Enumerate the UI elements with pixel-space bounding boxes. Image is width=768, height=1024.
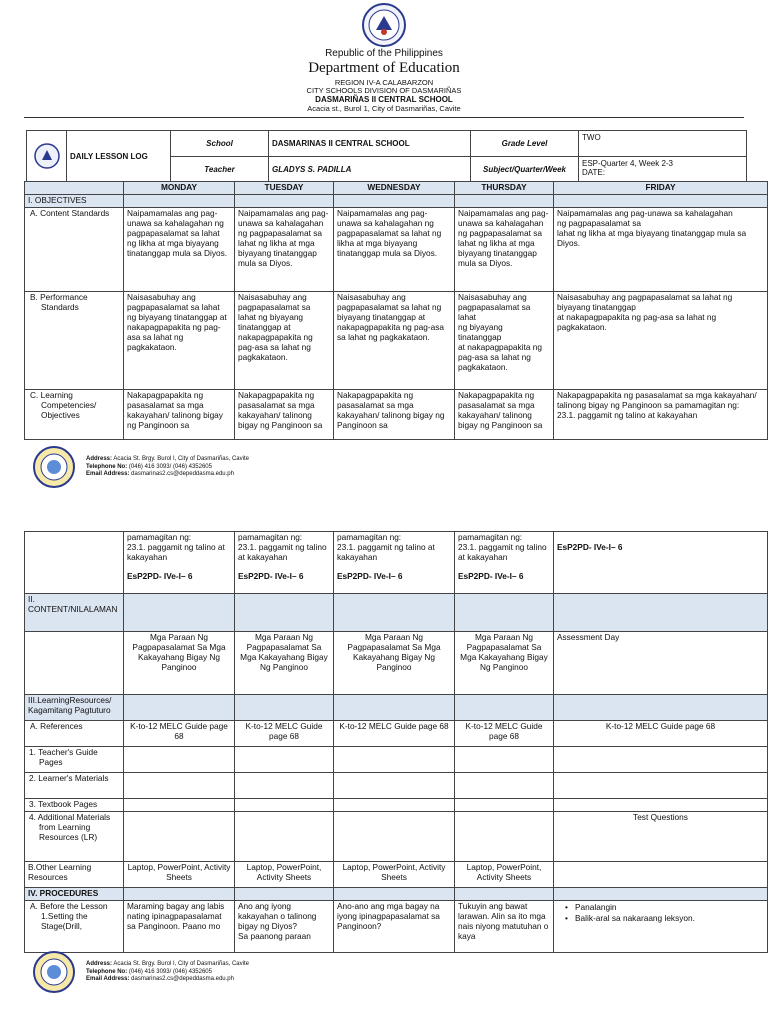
competency-wednesday: Nakapagpapakita ng pasasalamat sa mga kakayahan/ talinong bigay ng Panginoon sa <box>334 390 455 440</box>
content-section-label: II. CONTENT/NILALAMAN <box>25 594 124 632</box>
test-questions-friday: Test Questions <box>554 812 768 862</box>
melc-monday: K-to-12 MELC Guide page 68 <box>124 721 235 747</box>
table-row <box>25 721 768 747</box>
school-seal-icon <box>32 951 76 993</box>
learners-materials-label: 2. Learner's Materials <box>25 773 124 799</box>
table-row <box>25 594 768 632</box>
republic-text: Republic of the Philippines <box>325 48 443 59</box>
table-row <box>25 632 768 695</box>
before-tuesday: Ano ang iyong kakayahan o talinong bigay ng Diyos? Sa paanong paraan <box>235 901 334 953</box>
school-value: DASMARINAS II CENTRAL SCHOOL <box>269 131 471 157</box>
competency-thursday: Nakapagpapakita ng pasasalamat sa mga kakayahan/ talinong bigay ng Panginoon sa <box>455 390 554 440</box>
department-title: Department of Education <box>308 60 460 76</box>
school-address: Acacia st., Burol 1, City of Dasmariñas, Cavite <box>307 104 461 113</box>
table-row <box>25 888 768 901</box>
topic-monday: Mga Paraan Ng Pagpapasalamat Sa Mga Kakayahang Bigay Ng Panginoo <box>124 632 235 695</box>
objectives-label: I. OBJECTIVES <box>25 195 124 208</box>
page-footer <box>32 446 432 488</box>
school-label: School <box>171 131 269 157</box>
subject-value: ESP-Quarter 4, Week 2-3 <box>582 159 673 168</box>
performance-friday: Naisasabuhay ang pagpapasalamat sa lahat ng biyayang tinatanggap at nakapagpapakita ng pag-asa sa lahat ng pagkakataon. <box>554 292 768 390</box>
continued-wednesday: pamamagitan ng: 23.1. paggamit ng talino at kakayahan EsP2PD- IVe-I– 6 <box>334 532 455 594</box>
footer-email: dasmarinas2.cs@depeddasma.edu.ph <box>131 976 234 982</box>
subject-label: Subject/Quarter/Week <box>471 157 579 183</box>
competency-monday: Nakapagpapakita ng pasasalamat sa mga kakayahan/ talinong bigay ng Panginoon sa <box>124 390 235 440</box>
table-row <box>25 532 768 594</box>
content-standards-label: A. Content Standards <box>25 208 124 292</box>
performance-tuesday: Naisasabuhay ang pagpapasalamat sa lahat ng biyayang tinatanggap at nakapagpapakita ng pag-asa sa lahat ng pagkakataon. <box>235 292 334 390</box>
content-standard-wednesday: Naipamamalas ang pag-unawa sa kahalagahan ng pagpapasalamat sa lahat ng likha at mga biyayang tinatanggap mula sa Diyos. <box>334 208 455 292</box>
melc-tuesday: K-to-12 MELC Guide page 68 <box>235 721 334 747</box>
laptop-monday: Laptop, PowerPoint, Activity Sheets <box>124 862 235 888</box>
performance-thursday: Naisasabuhay ang pagpapasalamat sa lahat ng biyayang tinatanggap at nakapagpapakita ng pag-asa sa lahat ng pagkakataon. <box>455 292 554 390</box>
content-standard-monday: Naipamamalas ang pag-unawa sa kahalagahan ng pagpapasalamat sa lahat ng likha at mga biyayang tinatanggap mula sa Diyos. <box>124 208 235 292</box>
before-friday <box>554 901 768 953</box>
dll-table-page-2 <box>24 531 768 953</box>
day-header-tuesday: TUESDAY <box>235 182 334 195</box>
competencies-label: C. Learning Competencies/ Objectives <box>25 390 124 440</box>
references-label: A. References <box>25 721 124 747</box>
deped-seal-icon <box>356 2 412 48</box>
melc-wednesday: K-to-12 MELC Guide page 68 <box>334 721 455 747</box>
table-row <box>25 390 768 440</box>
footer-address: Acacia St. Brgy. Burol I, City of Dasmariñas, Cavite <box>113 456 249 462</box>
date-label: DATE: <box>582 168 605 177</box>
other-resources-label: B.Other Learning Resources <box>25 862 124 888</box>
footer-phone: (046) 416 3093/ (046) 4352605 <box>128 968 212 975</box>
laptop-tuesday: Laptop, PowerPoint, Activity Sheets <box>235 862 334 888</box>
dll-title: DAILY LESSON LOG <box>67 131 171 183</box>
before-wednesday: Ano-ano ang mga bagay na iyong ipinagpapasalamat sa Panginoon? <box>334 901 455 953</box>
table-row <box>25 812 768 862</box>
table-row <box>25 901 768 953</box>
grade-value: TWO <box>579 131 747 157</box>
deped-logo-icon <box>32 143 62 169</box>
content-standard-thursday: Naipamamalas ang pag-unawa sa kahalagahan ng pagpapasalamat sa lahat ng likha at mga biyayang tinatanggap mula sa Diyos. <box>455 208 554 292</box>
teacher-label: Teacher <box>171 157 269 183</box>
table-row <box>25 773 768 799</box>
footer-email: dasmarinas2.cs@depeddasma.edu.ph <box>131 471 234 477</box>
school-seal-icon <box>32 446 76 488</box>
table-row <box>25 799 768 812</box>
performance-wednesday: Naisasabuhay ang pagpapasalamat sa lahat ng biyayang tinatanggap at nakapagpapakita ng pag-asa sa lahat ng pagkakataon. <box>334 292 455 390</box>
school-logo-cell <box>27 131 67 183</box>
list-item: • Balik-aral sa nakaraang leksyon. <box>563 914 764 924</box>
before-monday: Maraming bagay ang labis nating ipinagpapasalamat sa Panginoon. Paano mo <box>124 901 235 953</box>
performance-standards-label: B. Performance Standards <box>25 292 124 390</box>
laptop-wednesday: Laptop, PowerPoint, Activity Sheets <box>334 862 455 888</box>
continued-tuesday: pamamagitan ng: 23.1. paggamit ng talino at kakayahan EsP2PD- IVe-I– 6 <box>235 532 334 594</box>
topic-thursday: Mga Paraan Ng Pagpapasalamat Sa Mga Kakayahang Bigay Ng Panginoo <box>455 632 554 695</box>
day-header-thursday: THURSDAY <box>455 182 554 195</box>
footer-contact: Address: Acacia St. Brgy. Burol I, City of Dasmariñas, Cavite Telephone No: (046) 416 3093/ (046) 4352605 Email Address: dasmarinas2.cs@depeddasma.edu.ph <box>86 456 249 477</box>
melc-thursday: K-to-12 MELC Guide page 68 <box>455 721 554 747</box>
school-name: DASMARIÑAS II CENTRAL SCHOOL <box>315 95 453 104</box>
region-text: REGION IV-A CALABARZON <box>334 78 434 87</box>
procedures-label: IV. PROCEDURES <box>25 888 124 901</box>
lesson-info-table <box>26 130 747 183</box>
code-tuesday: EsP2PD- IVe-I– 6 <box>238 570 304 581</box>
textbook-pages-label: 3. Textbook Pages <box>25 799 124 812</box>
footer-contact: Address: Acacia St. Brgy. Burol I, City of Dasmariñas, Cavite Telephone No: (046) 416 3093/ (046) 4352605 Email Address: dasmarinas2.cs@depeddasma.edu.ph <box>86 961 249 982</box>
code-thursday: EsP2PD- IVe-I– 6 <box>458 570 524 581</box>
corner-cell <box>25 182 124 195</box>
melc-friday: K-to-12 MELC Guide page 68 <box>554 721 768 747</box>
topic-wednesday: Mga Paraan Ng Pagpapasalamat Sa Mga Kakayahang Bigay Ng Panginoo <box>334 632 455 695</box>
page-footer <box>32 951 432 993</box>
header-divider <box>24 117 744 118</box>
division-text: CITY SCHOOLS DIVISION OF DASMARIÑAS <box>306 86 462 95</box>
laptop-thursday: Laptop, PowerPoint, Activity Sheets <box>455 862 554 888</box>
list-item: • Panalangin <box>563 903 764 913</box>
grade-label: Grade Level <box>471 131 579 157</box>
continued-thursday: pamamagitan ng: 23.1. paggamit ng talino at kakayahan EsP2PD- IVe-I– 6 <box>455 532 554 594</box>
day-header-monday: MONDAY <box>124 182 235 195</box>
table-row <box>25 747 768 773</box>
table-row <box>25 292 768 390</box>
teachers-guide-label: 1. Teacher's Guide Pages <box>25 747 124 773</box>
table-row <box>25 695 768 721</box>
footer-address: Acacia St. Brgy. Burol I, City of Dasmariñas, Cavite <box>113 961 249 967</box>
topic-tuesday: Mga Paraan Ng Pagpapasalamat Sa Mga Kakayahang Bigay Ng Panginoo <box>235 632 334 695</box>
code-friday: EsP2PD- IVe-I– 6 <box>557 542 623 552</box>
additional-materials-label: 4. Additional Materials from Learning Resources (LR) <box>25 812 124 862</box>
table-row <box>25 208 768 292</box>
day-header-wednesday: WEDNESDAY <box>334 182 455 195</box>
content-standard-friday: Naipamamalas ang pag-unawa sa kahalagahan ng pagpapasalamat sa lahat ng likha at mga biyayang tinatanggap mula sa Diyos. <box>554 208 768 292</box>
footer-phone: (046) 416 3093/ (046) 4352605 <box>128 463 212 470</box>
friday-bullet-list <box>557 903 764 924</box>
before-lesson-label: A. Before the Lesson 1.Setting the Stage(Drill, <box>25 901 124 953</box>
day-header-friday: FRIDAY <box>554 182 768 195</box>
performance-monday: Naisasabuhay ang pagpapasalamat sa lahat ng biyayang tinatanggap at nakapagpapakita ng pag-asa sa lahat ng pagkakataon. <box>124 292 235 390</box>
subject-date-cell <box>579 157 747 183</box>
competency-friday: Nakapagpapakita ng pasasalamat sa mga kakayahan/ talinong bigay ng Panginoon sa pamamagitan ng: 23.1. paggamit ng talino at kakayahan <box>554 390 768 440</box>
continued-friday <box>554 532 768 594</box>
competency-tuesday: Nakapagpapakita ng pasasalamat sa mga kakayahan/ talinong bigay ng Panginoon sa <box>235 390 334 440</box>
table-row <box>25 862 768 888</box>
resources-section-label: III.LearningResources/ Kagamitang Pagtuturo <box>25 695 124 721</box>
code-monday: EsP2PD- IVe-I– 6 <box>127 570 193 581</box>
before-thursday: Tukuyin ang bawat larawan. Alin sa ito mga nais niyong matutuhan o kaya <box>455 901 554 953</box>
content-standard-tuesday: Naipamamalas ang pag-unawa sa kahalagahan ng pagpapasalamat sa lahat ng likha at mga biyayang tinatanggap mula sa Diyos. <box>235 208 334 292</box>
dll-table-page-1 <box>24 181 768 440</box>
code-wednesday: EsP2PD- IVe-I– 6 <box>337 570 403 581</box>
page-1 <box>0 0 768 490</box>
teacher-value: GLADYS S. PADILLA <box>269 157 471 183</box>
assessment-friday: Assessment Day <box>554 632 768 695</box>
continued-monday: pamamagitan ng: 23.1. paggamit ng talino at kakayahan EsP2PD- IVe-I– 6 <box>124 532 235 594</box>
